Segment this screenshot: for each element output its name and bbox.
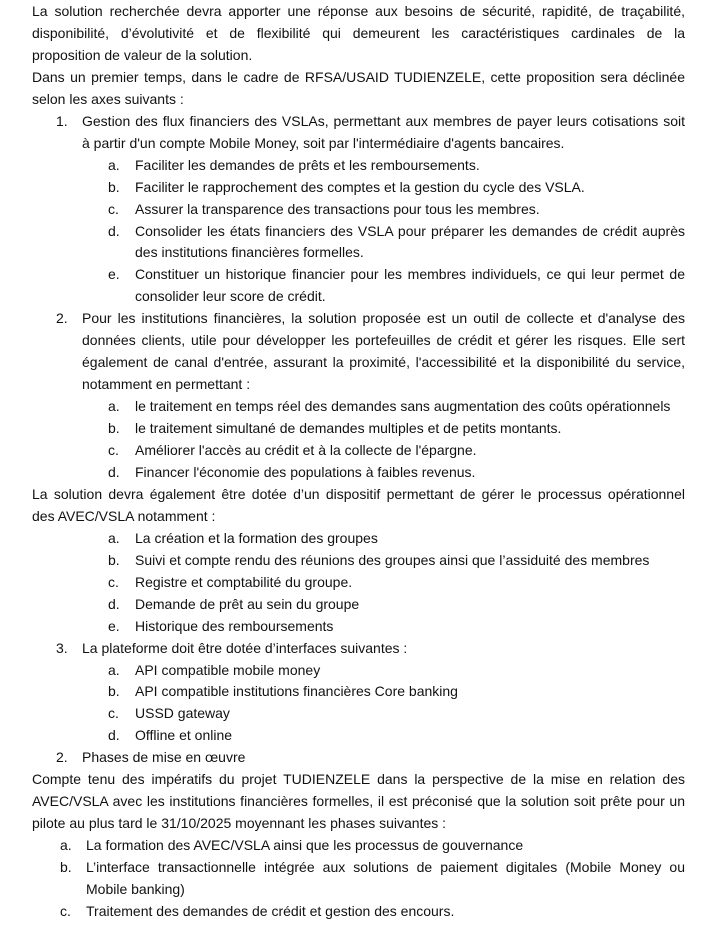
paragraph-text-line: pilote au plus tard le 31/10/2025 moyennant les phases suivantes : <box>32 815 447 832</box>
paragraph-text-line: La solution recherchée devra apporter une réponse aux besoins de sécurité, rapidité, de traçabilité, <box>32 3 685 19</box>
subitem-text-line: le traitement simultané de demandes multiples et de petits montants. <box>135 420 562 437</box>
item-text-line: données clients, utile pour développer les portefeuilles de crédit et gérer les risques. Elle sert <box>82 332 685 349</box>
item-text-line: notamment en permettant : <box>82 376 251 393</box>
list-marker: b. <box>108 683 120 700</box>
list-marker: e. <box>108 617 120 634</box>
subitem-text-line: Assurer la transparence des transactions pour tous les membres. <box>135 200 540 217</box>
subitem-text-line: Faciliter le rapprochement des comptes et la gestion du cycle des VSLA. <box>135 178 585 195</box>
list-marker: e. <box>108 266 120 283</box>
list-marker: b. <box>108 420 120 437</box>
item-text-line: Gestion des flux financiers des VSLAs, permettant aux membres de payer leurs cotisations soit <box>82 112 685 129</box>
subitem-text-line: La création et la formation des groupes <box>135 529 378 546</box>
subitem-text-line: Constituer un historique financier pour les membres individuels, ce qui leur permet de <box>135 266 685 283</box>
phase-item-text-line: L’interface transactionnelle intégrée aux solutions de paiement digitales (Mobile Money ou <box>86 859 685 876</box>
phase-item-text-line: La formation des AVEC/VSLA ainsi que les processus de gouvernance <box>86 837 524 854</box>
item-text-line: Phases de mise en œuvre <box>82 749 246 766</box>
subitem-text-line: Demande de prêt au sein du groupe <box>135 595 360 612</box>
phase-item-text-line: Traitement des demandes de crédit et gestion des encours. <box>86 902 455 919</box>
list-marker: 3. <box>56 639 68 656</box>
subitem-text-line: USSD gateway <box>135 705 230 722</box>
paragraph-text-line: Dans un premier temps, dans le cadre de RFSA/USAID TUDIENZELE, cette proposition sera déclinée <box>32 68 685 85</box>
subitem-text-line: Consolider les états financiers des VSLA pour préparer les demandes de crédit auprès <box>135 222 685 239</box>
list-marker: c. <box>108 442 119 458</box>
subitem-text-line: Améliorer l'accès au crédit et à la collecte de l'épargne. <box>135 442 477 458</box>
subitem-text-line: le traitement en temps réel des demandes sans augmentation des coûts opérationnels <box>135 398 671 415</box>
list-marker: b. <box>60 859 72 876</box>
list-marker: 2. <box>56 749 68 766</box>
paragraph-text-line: proposition de valeur de la solution. <box>32 46 253 63</box>
paragraph-text-line: selon les axes suivants : <box>32 90 184 107</box>
list-marker: 2. <box>56 310 68 327</box>
list-marker: d. <box>108 222 120 239</box>
list-marker: a. <box>108 529 120 546</box>
list-marker: a. <box>108 156 120 173</box>
list-marker: b. <box>108 178 120 195</box>
subitem-text-line: Financer l'économie des populations à faibles revenus. <box>135 463 476 480</box>
subitem-text-line: Historique des remboursements <box>135 617 334 634</box>
item-text-line: à partir d'un compte Mobile Money, soit par l'intermédiaire d'agents bancaires. <box>82 134 565 151</box>
paragraph-text-line: AVEC/VSLA avec les institutions financières formelles, il est préconisé que la solution soit prête pour un <box>32 793 685 810</box>
phase-item-text-line: Mobile banking) <box>86 881 185 897</box>
list-marker: c. <box>108 200 119 217</box>
list-marker: b. <box>108 551 120 568</box>
subitem-text-line: consolider leur score de crédit. <box>135 288 326 305</box>
item-text-line: Pour les institutions financières, la solution proposée est un outil de collecte et d'analyse des <box>82 310 685 327</box>
subitem-text-line: des institutions financières formelles. <box>135 244 364 261</box>
subitem-text-line: Offline et online <box>135 727 233 744</box>
paragraph-text-line: La solution devra également être dotée d’un dispositif permettant de gérer le processus opérationnel <box>32 485 685 502</box>
list-marker: c. <box>60 902 71 919</box>
subitem-text-line: Registre et comptabilité du groupe. <box>135 573 353 590</box>
item-text-line: également de canal d'entrée, assurant la proximité, l'accessibilité et la disponibilité du service, <box>82 354 685 371</box>
subitem-text-line: Suivi et compte rendu des réunions des groupes ainsi que l’assiduité des membres <box>135 551 650 568</box>
list-marker: a. <box>60 837 72 854</box>
list-marker: d. <box>108 463 120 480</box>
paragraph-text-line: des AVEC/VSLA notamment : <box>32 507 216 524</box>
paragraph-text-line: disponibilité, d’évolutivité et de flexibilité qui demeurent les caractéristiques cardinales de la <box>32 24 685 41</box>
list-marker: a. <box>108 398 120 415</box>
list-marker: d. <box>108 595 120 612</box>
list-marker: c. <box>108 705 119 722</box>
list-marker: 1. <box>56 112 68 129</box>
list-marker: d. <box>108 727 120 744</box>
subitem-text-line: API compatible institutions financières Core banking <box>135 683 458 700</box>
item-text-line: La plateforme doit être dotée d’interfaces suivantes : <box>82 639 408 656</box>
paragraph-text-line: Compte tenu des impératifs du projet TUDIENZELE dans la perspective de la mise en relation des <box>32 771 685 788</box>
subitem-text-line: API compatible mobile money <box>135 661 321 678</box>
list-marker: c. <box>108 573 119 590</box>
list-marker: a. <box>108 661 120 678</box>
subitem-text-line: Faciliter les demandes de prêts et les remboursements. <box>135 156 480 173</box>
